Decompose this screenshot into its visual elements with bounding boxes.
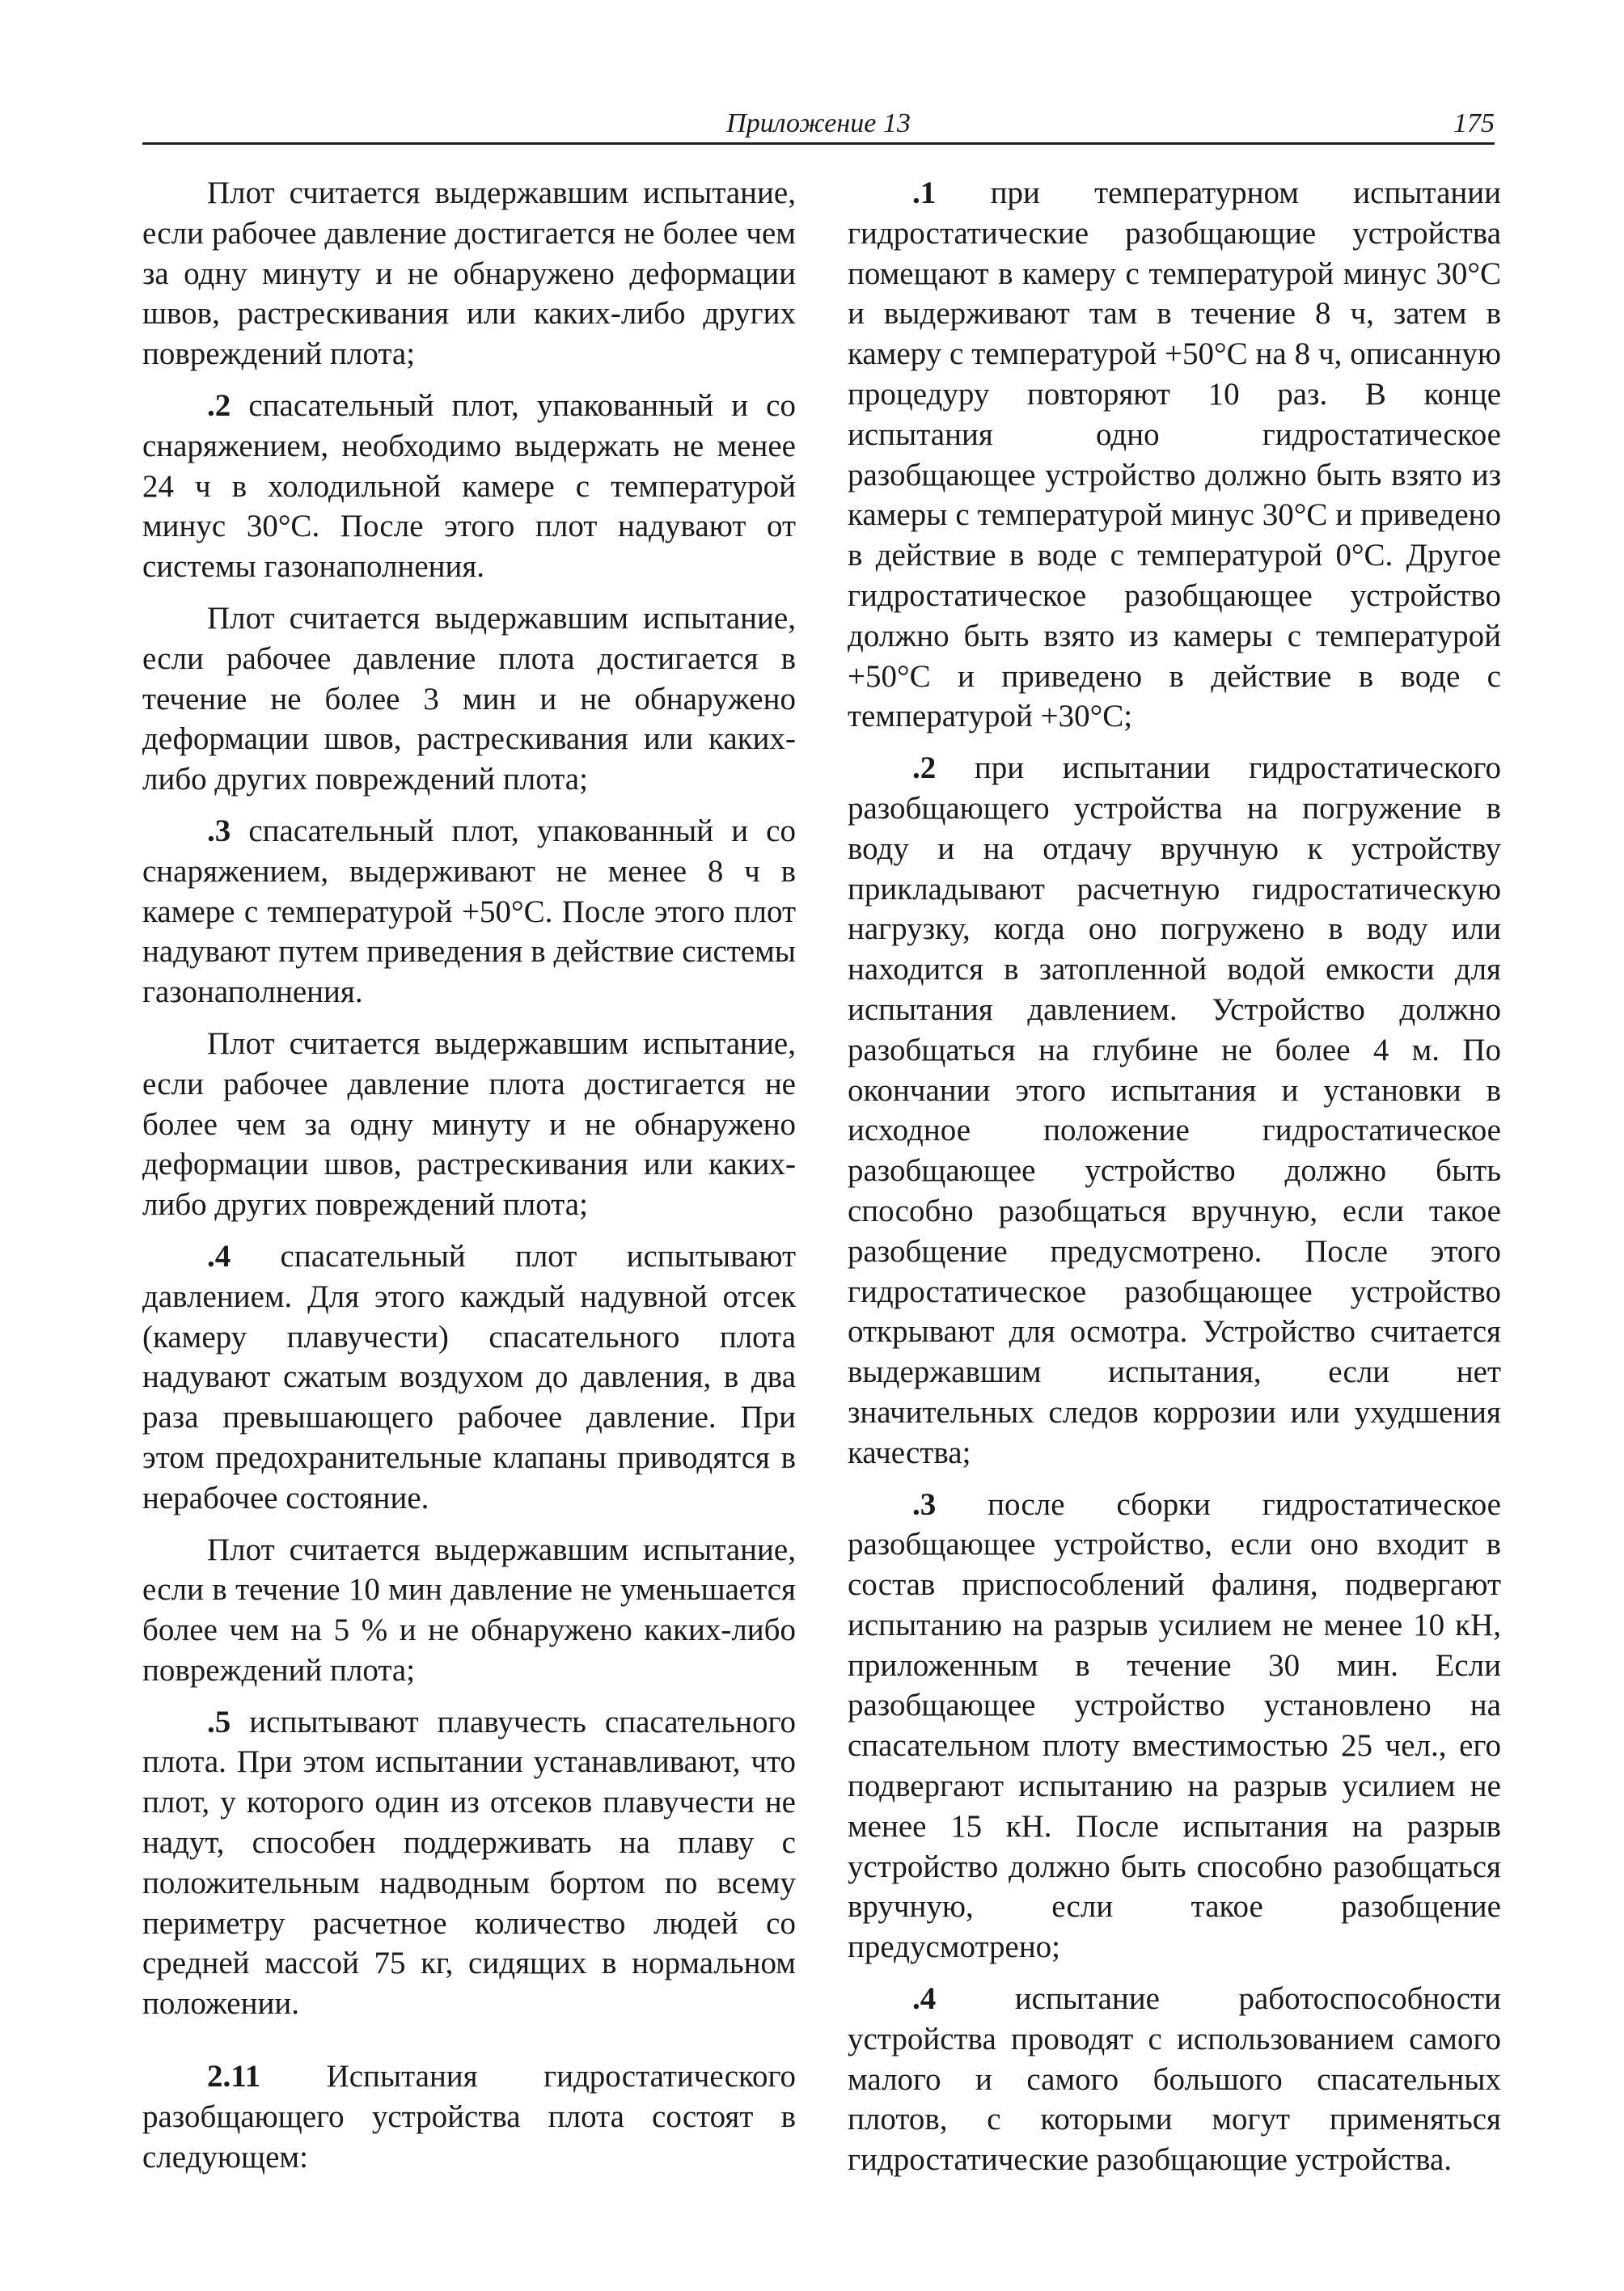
paragraph [142,1702,796,2024]
item-number: .3 [207,813,231,848]
paragraph [142,1236,796,1519]
paragraph-text: спасательный плот испытывают давлением. Для этого каждый надувной отсек (камеру плавучести) спасательного плота надувают сжатым воздухом до давления, в два раза превышающего рабочее давление. При этом предохранительные клапаны приводятся в нерабочее состояние. [142,1238,796,1515]
item-number: .5 [207,1704,231,1739]
paragraph-text: спасательный плот, упакованный и со снаряжением, выдерживают не менее 8 ч в камере с температурой +50°С. После этого плот надувают путем приведения в действие системы газонаполнения. [142,813,796,1010]
paragraph-text: Плот считается выдержавшим испытание, если рабочее давление плота достигается в течение не более 3 мин и не обнаружено деформации швов, растрескивания или каких-либо других повреждений плота; [142,600,796,797]
paragraph-text: Плот считается выдержавшим испытание, если рабочее давление достигается не более чем за одну минуту и не обнаружено деформации швов, растрескивания или каких-либо других повреждений плота; [142,175,796,372]
item-number: .1 [912,175,937,210]
paragraph [142,1530,796,1691]
paragraph-text: спасательный плот, упакованный и со снаряжением, необходимо выдержать не менее 24 ч в холодильной камере с температурой минус 30°С. После этого плот надувают от системы газонаполнения. [142,387,796,585]
section-paragraph [142,2056,796,2177]
paragraph [848,748,1501,1473]
paragraph [142,386,796,587]
paragraph [142,1024,796,1225]
paragraph-text: испытывают плавучесть спасательного плота. При этом испытании устанавливают, что плот, у которого один из отсеков плавучести не надут, способен поддерживать на плаву с положительным надводным бортом по всему периметру расчетное количество людей со средней массой 75 кг, сидящих в нормальном положении. [142,1704,796,2022]
header-title: Приложение 13 [726,108,911,138]
paragraph [848,1485,1501,1968]
item-number: .2 [912,750,937,786]
paragraph-text: Испытания гидростатического разобщающего устройства плота состоят в следующем: [142,2059,796,2175]
paragraph-text: при температурном испытании гидростатические разобщающие устройства помещают в камеру с температурой минус 30°С и выдерживают там в течение 8 ч, затем в камеру с температурой +50°С на 8 ч, описанную процедуру повторяют 10 раз. В конце испытания одно гидростатическое разобщающее устройство должно быть взято из камеры с температурой минус 30°С и приведено в действие в воде с температурой 0°С. Другое гидростатическое разобщающее устройство должно быть взято из камеры с температурой +50°С и приведено в действие в воде с температурой +30°С; [848,175,1501,734]
paragraph-text: после сборки гидростатическое разобщающее устройство, если оно входит в состав приспособлений фалиня, подвергают испытанию на разрыв усилием не менее 10 кН, приложенным в течение 30 мин. Если разобщающее устройство установлено на спасательном плоту вместимостью 25 чел., его подвергают испытанию на разрыв усилием не менее 15 кН. После испытания на разрыв устройство должно быть способно разобщаться вручную, если такое разобщение предусмотрено; [848,1486,1501,1965]
item-number: .4 [207,1238,231,1274]
paragraph-text: при испытании гидростатического разобщающего устройства на погружение в воду и на отдачу вручную к устройству прикладывают расчетную гидростатическую нагрузку, когда оно погружено в воду или находится в затопленной водой емкости для испытания давлением. Устройство должно разобщаться на глубине не более 4 м. По окончании этого испытания и установки в исходное положение гидростатическое разобщающее устройство должно быть способно разобщаться вручную, если такое разобщение предусмотрено. После этого гидростатическое разобщающее устройство открывают для осмотра. Устройство считается выдержавшим испытания, если нет значительных следов коррозии или ухудшения качества; [848,750,1501,1470]
paragraph-text: Плот считается выдержавшим испытание, если рабочее давление плота достигается не более чем за одну минуту и не обнаружено деформации швов, растрескивания или каких-либо других повреждений плота; [142,1025,796,1223]
page-number: 175 [1453,108,1495,138]
paragraph-text: Плот считается выдержавшим испытание, если в течение 10 мин давление не уменьшается более чем на 5 % и не обнаружено каких-либо повреждений плота; [142,1532,796,1688]
page-header [142,104,1495,145]
paragraph [848,173,1501,737]
item-number: .2 [207,387,231,423]
item-number: .3 [912,1486,937,1522]
section-number: 2.11 [207,2059,261,2094]
paragraph [142,598,796,800]
paragraph [142,811,796,1012]
paragraph-text: испытание работоспособности устройства проводят с использованием самого малого и самого большого спасательных плотов, с которыми могут применяться гидростатические разобщающие устройства. [848,1981,1501,2178]
item-number: .4 [912,1981,937,2017]
left-column [142,173,796,2188]
paragraph [848,1979,1501,2180]
paragraph [142,173,796,374]
right-column [848,173,1501,2192]
